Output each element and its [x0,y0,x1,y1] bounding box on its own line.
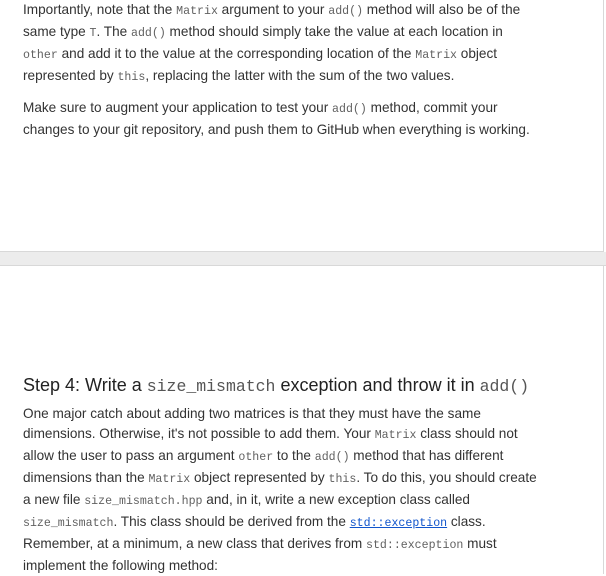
inline-code: add() [314,451,350,464]
inline-code: add() [130,27,166,40]
text-run: changes to your git repository, and push them to GitHub when everything is working. [23,122,530,137]
inline-code: Matrix [374,429,417,442]
augment-paragraph [23,98,593,140]
text-line [23,490,593,512]
text-run: Step 4: Write a [23,375,147,395]
text-run: method, commit your [366,100,498,115]
text-run: implement the following method: [23,558,218,573]
step4-paragraph [23,404,593,576]
inline-code: size_mismatch.hpp [84,495,203,508]
text-run: to the [273,448,315,463]
text-run: method should simply take the value at each location in [165,24,503,39]
text-run: Importantly, note that the [23,2,177,17]
text-line [23,22,593,44]
inline-code: size_mismatch [23,517,114,530]
inline-code: this [328,473,357,486]
inline-code: other [23,49,58,62]
inline-code: Matrix [148,473,191,486]
text-run: allow the user to pass an argument [23,448,239,463]
text-line [23,424,593,446]
text-run: exception and throw it in [275,375,480,395]
inline-code: add() [328,5,364,18]
text-run: class. [447,514,486,529]
page-break-gap [0,252,606,266]
inline-code: add() [479,377,530,396]
inline-code: Matrix [415,49,458,62]
inline-code: std::exception [365,539,464,552]
inline-code: size_mismatch [146,377,276,396]
text-line [23,120,593,140]
document-page-bottom [0,266,604,574]
text-run: and add it to the value at the corresponding location of the [57,46,416,61]
text-run: object represented by [190,470,329,485]
text-run: One major catch about adding two matrices is that they must have the same [23,406,481,421]
text-run: dimensions than the [23,470,149,485]
text-run: , replacing the latter with the sum of the two values. [145,68,455,83]
text-run: dimensions. Otherwise, it's not possible to add them. Your [23,426,375,441]
inline-code: this [117,71,146,84]
inline-code: Matrix [176,5,218,18]
text-line [23,512,593,534]
text-run: argument to your [217,2,329,17]
inline-code: T [89,27,97,40]
text-run: Remember, at a minimum, a new class that derives from [23,536,366,551]
text-line [23,66,593,88]
step4-heading [23,374,529,398]
text-run: a new file [23,492,85,507]
intro-paragraph [23,0,593,88]
text-run: method that has different [349,448,504,463]
text-run: . The [96,24,131,39]
text-run: Make sure to augment your application to test your [23,100,333,115]
document-page-top [0,0,604,252]
text-run: must [463,536,497,551]
text-line [23,0,593,22]
text-line [23,98,593,120]
inline-code: other [238,451,274,464]
text-run: same type [23,24,90,39]
text-line [23,556,593,576]
text-line [23,534,593,556]
text-run: object [457,46,498,61]
text-run: . To do this, you should create [356,470,537,485]
text-run: class should not [416,426,518,441]
text-run: . This class should be derived from the [113,514,350,529]
text-run: method will also be of the [363,2,521,17]
text-line [23,44,593,66]
text-line [23,446,593,468]
text-line [23,468,593,490]
text-line [23,404,593,424]
text-run: represented by [23,68,118,83]
text-run: and, in it, write a new exception class called [202,492,470,507]
std-exception-link[interactable]: std::exception [349,517,448,530]
inline-code: add() [332,103,367,116]
